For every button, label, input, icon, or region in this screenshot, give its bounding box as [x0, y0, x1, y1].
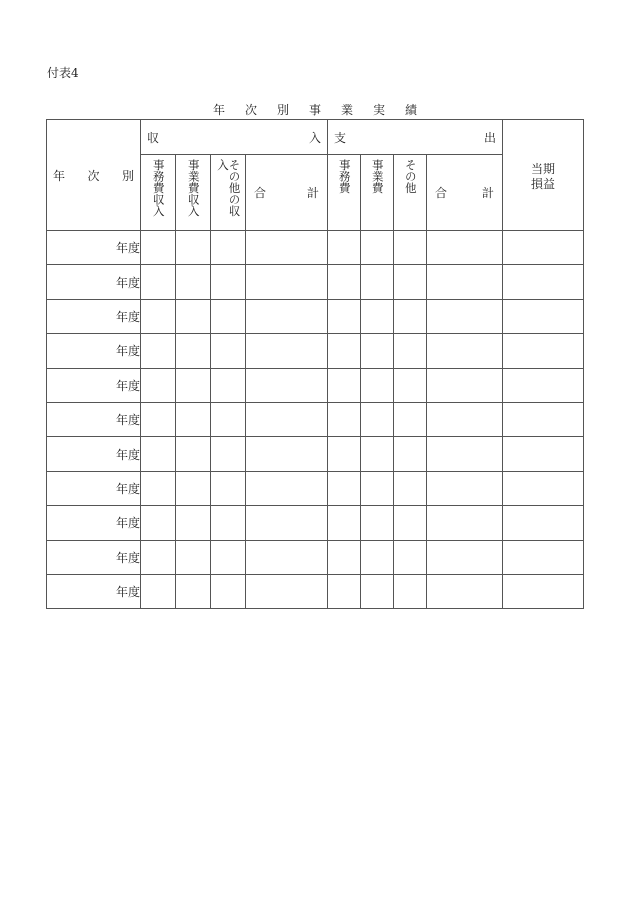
title-char: 績 [405, 103, 418, 117]
profit-cell[interactable] [503, 299, 584, 333]
income-total-char: 計 [307, 186, 320, 200]
profit-cell[interactable] [503, 334, 584, 368]
expense-admin-cell[interactable] [328, 471, 361, 505]
expense-other-cell[interactable] [394, 231, 427, 265]
income-other-cell[interactable] [211, 231, 246, 265]
income-project-cell[interactable] [176, 299, 211, 333]
expense-total-char: 合 [435, 186, 448, 200]
expense-admin-header [328, 155, 361, 231]
expense-other-cell[interactable] [394, 506, 427, 540]
year-cell: 年度 [47, 368, 141, 402]
expense-admin-cell[interactable] [328, 574, 361, 608]
page-label: 付表4 [47, 66, 79, 80]
expense-other-header [394, 155, 427, 231]
expense-admin-cell[interactable] [328, 368, 361, 402]
expense-total-char: 計 [482, 186, 495, 200]
expense-total-cell[interactable] [427, 471, 503, 505]
expense-admin-cell[interactable] [328, 540, 361, 574]
income-other-cell[interactable] [211, 437, 246, 471]
income-project-header [176, 155, 211, 231]
expense-total-cell[interactable] [427, 402, 503, 436]
table-row [47, 574, 584, 608]
year-header-char: 次 [87, 168, 100, 183]
title-char: 次 [244, 103, 257, 117]
expense-admin-cell[interactable] [328, 265, 361, 299]
expense-admin-cell[interactable] [328, 437, 361, 471]
profit-cell[interactable] [503, 265, 584, 299]
table-row [47, 231, 584, 265]
income-project-cell[interactable] [176, 437, 211, 471]
expense-total-cell[interactable] [427, 368, 503, 402]
expense-other-cell[interactable] [394, 265, 427, 299]
profit-cell[interactable] [503, 471, 584, 505]
title-char: 業 [341, 103, 354, 117]
income-total-cell[interactable] [246, 334, 328, 368]
income-admin-cell[interactable] [141, 368, 176, 402]
profit-cell[interactable] [503, 402, 584, 436]
income-total-cell[interactable] [246, 231, 328, 265]
income-total-cell[interactable] [246, 471, 328, 505]
income-admin-header [141, 155, 176, 231]
income-project-cell[interactable] [176, 265, 211, 299]
table-row [47, 334, 584, 368]
expense-total-cell[interactable] [427, 299, 503, 333]
income-project-cell[interactable] [176, 402, 211, 436]
expense-group-char: 支 [334, 130, 347, 145]
income-admin-label: 事務費収入 [151, 158, 166, 216]
expense-project-label: 事業費 [370, 158, 385, 193]
year-cell: 年度 [47, 574, 141, 608]
expense-other-label: その他 [403, 158, 418, 193]
expense-other-cell[interactable] [394, 402, 427, 436]
expense-group-header [328, 120, 503, 155]
expense-project-cell[interactable] [361, 506, 394, 540]
income-project-cell[interactable] [176, 574, 211, 608]
table-row [47, 368, 584, 402]
year-header-char: 年 [53, 168, 66, 183]
expense-other-cell[interactable] [394, 368, 427, 402]
income-other-header [211, 155, 246, 231]
income-admin-cell[interactable] [141, 402, 176, 436]
income-project-cell[interactable] [176, 471, 211, 505]
profit-cell[interactable] [503, 574, 584, 608]
expense-admin-cell[interactable] [328, 299, 361, 333]
expense-other-cell[interactable] [394, 299, 427, 333]
income-total-cell[interactable] [246, 506, 328, 540]
income-other-cell[interactable] [211, 368, 246, 402]
table-row [47, 402, 584, 436]
expense-total-cell[interactable] [427, 265, 503, 299]
results-table [46, 119, 584, 609]
income-admin-cell[interactable] [141, 471, 176, 505]
profit-cell[interactable] [503, 540, 584, 574]
income-total-cell[interactable] [246, 299, 328, 333]
expense-project-cell[interactable] [361, 334, 394, 368]
expense-total-header [427, 155, 503, 231]
expense-project-cell[interactable] [361, 299, 394, 333]
income-admin-cell[interactable] [141, 334, 176, 368]
expense-admin-cell[interactable] [328, 506, 361, 540]
expense-other-cell[interactable] [394, 334, 427, 368]
profit-cell[interactable] [503, 368, 584, 402]
profit-cell[interactable] [503, 506, 584, 540]
income-admin-cell[interactable] [141, 574, 176, 608]
expense-project-cell[interactable] [361, 265, 394, 299]
income-project-cell[interactable] [176, 231, 211, 265]
expense-total-cell[interactable] [427, 506, 503, 540]
profit-header-line: 損益 [531, 177, 556, 191]
income-total-cell[interactable] [246, 265, 328, 299]
income-group-char: 収 [147, 130, 160, 145]
expense-project-cell[interactable] [361, 231, 394, 265]
title-char: 年 [212, 103, 225, 117]
income-admin-cell[interactable] [141, 540, 176, 574]
profit-header-line: 当期 [531, 162, 556, 176]
table-title [0, 101, 630, 118]
income-other-cell[interactable] [211, 574, 246, 608]
income-group-char: 入 [309, 130, 322, 145]
expense-project-cell[interactable] [361, 574, 394, 608]
income-admin-cell[interactable] [141, 265, 176, 299]
income-total-cell[interactable] [246, 402, 328, 436]
table-row [47, 506, 584, 540]
income-admin-cell[interactable] [141, 231, 176, 265]
expense-admin-cell[interactable] [328, 334, 361, 368]
income-other-cell[interactable] [211, 334, 246, 368]
income-admin-cell[interactable] [141, 299, 176, 333]
title-char: 別 [276, 103, 289, 117]
income-group-header [141, 120, 328, 155]
year-cell: 年度 [47, 506, 141, 540]
income-total-header [246, 155, 328, 231]
expense-total-cell[interactable] [427, 334, 503, 368]
table-row [47, 471, 584, 505]
expense-project-cell[interactable] [361, 402, 394, 436]
income-project-label: 事業費収入 [186, 158, 201, 216]
year-cell: 年度 [47, 402, 141, 436]
income-total-char: 合 [254, 186, 267, 200]
year-cell: 年度 [47, 299, 141, 333]
year-cell: 年度 [47, 471, 141, 505]
income-project-cell[interactable] [176, 506, 211, 540]
income-total-cell[interactable] [246, 540, 328, 574]
year-cell: 年度 [47, 334, 141, 368]
year-column-header [47, 120, 141, 231]
expense-project-cell[interactable] [361, 471, 394, 505]
year-cell: 年度 [47, 231, 141, 265]
expense-total-cell[interactable] [427, 574, 503, 608]
expense-total-cell[interactable] [427, 540, 503, 574]
expense-admin-label: 事務費 [337, 158, 352, 193]
income-project-cell[interactable] [176, 540, 211, 574]
income-total-cell[interactable] [246, 368, 328, 402]
expense-project-cell[interactable] [361, 368, 394, 402]
year-cell: 年度 [47, 540, 141, 574]
year-cell: 年度 [47, 437, 141, 471]
expense-admin-cell[interactable] [328, 231, 361, 265]
expense-project-header [361, 155, 394, 231]
expense-other-cell[interactable] [394, 471, 427, 505]
income-admin-cell[interactable] [141, 506, 176, 540]
expense-other-cell[interactable] [394, 574, 427, 608]
income-other-cell[interactable] [211, 299, 246, 333]
expense-group-char: 出 [484, 130, 497, 145]
title-char: 実 [373, 103, 386, 117]
expense-project-cell[interactable] [361, 437, 394, 471]
income-total-cell[interactable] [246, 437, 328, 471]
income-project-cell[interactable] [176, 368, 211, 402]
income-other-label: その他の収入 [216, 158, 242, 216]
expense-project-cell[interactable] [361, 540, 394, 574]
income-total-cell[interactable] [246, 574, 328, 608]
profit-cell[interactable] [503, 437, 584, 471]
table-row [47, 437, 584, 471]
expense-other-cell[interactable] [394, 437, 427, 471]
income-project-cell[interactable] [176, 334, 211, 368]
profit-cell[interactable] [503, 231, 584, 265]
income-other-cell[interactable] [211, 265, 246, 299]
income-other-cell[interactable] [211, 402, 246, 436]
table-row [47, 540, 584, 574]
income-other-cell[interactable] [211, 471, 246, 505]
title-char: 事 [308, 103, 321, 117]
expense-total-cell[interactable] [427, 231, 503, 265]
expense-admin-cell[interactable] [328, 402, 361, 436]
table-row [47, 265, 584, 299]
income-other-cell[interactable] [211, 540, 246, 574]
table-row [47, 299, 584, 333]
income-other-cell[interactable] [211, 506, 246, 540]
income-admin-cell[interactable] [141, 437, 176, 471]
profit-header [503, 120, 584, 231]
year-cell: 年度 [47, 265, 141, 299]
expense-total-cell[interactable] [427, 437, 503, 471]
expense-other-cell[interactable] [394, 540, 427, 574]
year-header-char: 別 [121, 168, 134, 183]
